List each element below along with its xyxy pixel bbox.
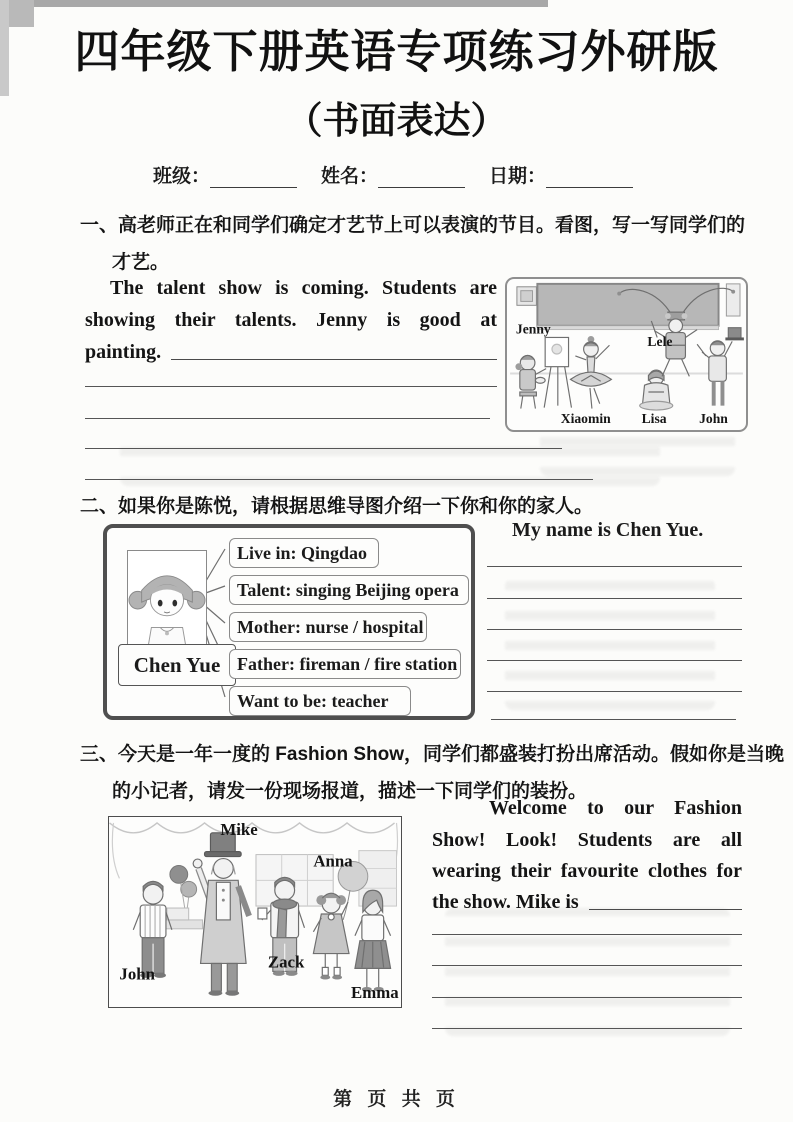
mindmap-item-father: Father: fireman / fire station: [229, 649, 461, 679]
figure-mike: [193, 833, 249, 996]
bleed-through-smudge: [445, 908, 730, 1036]
answer-line[interactable]: [432, 965, 742, 966]
label-lele: Lele: [647, 334, 673, 350]
scan-edge-artifact: [0, 0, 548, 7]
section1-paragraph-text: painting.: [85, 341, 162, 363]
label-zack: Zack: [267, 952, 305, 972]
mindmap-name-box: Chen Yue: [118, 644, 236, 686]
page-footer: 第 页 共 页: [333, 1089, 460, 1110]
page-subtitle: （书面表达）: [285, 100, 508, 141]
section1-paragraph-line1: The talent show is coming. Students are: [110, 277, 497, 299]
page-title: 四年级下册英语专项练习外研版: [74, 26, 719, 77]
answer-line[interactable]: [85, 418, 490, 419]
label-jenny: Jenny: [515, 321, 551, 337]
answer-line[interactable]: [432, 997, 742, 998]
mindmap-item-want-to-be: Want to be: teacher: [229, 686, 411, 716]
talent-show-illustration: [505, 277, 748, 432]
classroom-scene: [507, 279, 746, 430]
section3-paragraph-line2: Show! Look! Students are all: [432, 829, 742, 851]
date-label: 日期：: [489, 166, 547, 187]
date-blank-field[interactable]: [546, 167, 633, 188]
section3-paragraph-line3: wearing their favourite clothes for: [432, 860, 742, 882]
section1-paragraph-line2: showing their talents. Jenny is good at: [85, 309, 497, 331]
label-anna: Anna: [313, 851, 353, 871]
answer-line[interactable]: [85, 448, 562, 449]
fashion-show-illustration: [108, 816, 402, 1008]
mindmap-item-mother: Mother: nurse / hospital: [229, 612, 427, 642]
section3-paragraph-text: the show. Mike is: [432, 891, 579, 913]
name-label: 姓名：: [321, 166, 379, 187]
figure-xiaomin-ballet: [570, 336, 611, 409]
answer-line[interactable]: [487, 660, 742, 661]
section1-paragraph-line3: [85, 341, 497, 364]
section2-heading: 二、如果你是陈悦，请根据思维导图介绍一下你和你的家人。: [80, 496, 594, 517]
section1-heading-line2: 才艺。: [112, 252, 170, 273]
answer-line[interactable]: [487, 691, 742, 692]
answer-line[interactable]: [432, 1028, 742, 1029]
section1-heading-line1: 一、高老师正在和同学们确定才艺节上可以表演的节目。看图，写一写同学们的: [80, 215, 746, 236]
label-john: John: [119, 964, 155, 984]
section3-paragraph-line4: [432, 891, 742, 914]
answer-line[interactable]: [85, 479, 593, 480]
chen-yue-mindmap: [103, 524, 475, 720]
figure-lisa-kneeling: [640, 370, 673, 410]
mindmap-item-talent: Talent: singing Beijing opera: [229, 575, 469, 605]
party-scene: [109, 817, 401, 1007]
balloon: [170, 865, 188, 883]
answer-line[interactable]: [487, 629, 742, 630]
label-john: John: [699, 411, 728, 427]
class-blank-field[interactable]: [210, 167, 297, 188]
balloon: [181, 881, 197, 897]
section2-answer-first-line: My name is Chen Yue.: [512, 519, 704, 541]
class-label: 班级：: [153, 166, 211, 187]
answer-line[interactable]: [491, 719, 736, 720]
table: [161, 920, 203, 929]
name-blank-field[interactable]: [378, 167, 465, 188]
label-mike: Mike: [220, 819, 258, 839]
label-xiaomin: Xiaomin: [560, 411, 611, 427]
label-emma: Emma: [350, 983, 399, 1003]
answer-line[interactable]: [487, 566, 742, 567]
cake-box: [167, 908, 189, 920]
answer-line[interactable]: [432, 934, 742, 935]
wall-speaker-inner: [521, 291, 533, 302]
answer-line[interactable]: [171, 359, 497, 360]
answer-line[interactable]: [85, 386, 497, 387]
section3-heading-line2: 的小记者，请发一份现场报道，描述一下同学们的装扮。: [112, 781, 588, 802]
answer-line[interactable]: [487, 598, 742, 599]
section3-heading-line1: 三、今天是一年一度的 Fashion Show，同学们都盛装打扮出席活动。假如你是当晚: [80, 744, 785, 765]
chalk-tray: [537, 326, 718, 330]
label-lisa: Lisa: [641, 411, 667, 427]
student-info-row: [153, 161, 633, 188]
figure-john-magician: [697, 328, 744, 406]
section3-paragraph-line1: Welcome to our Fashion: [489, 797, 742, 819]
answer-line[interactable]: [589, 909, 742, 910]
mindmap-item-live-in: Live in: Qingdao: [229, 538, 379, 568]
